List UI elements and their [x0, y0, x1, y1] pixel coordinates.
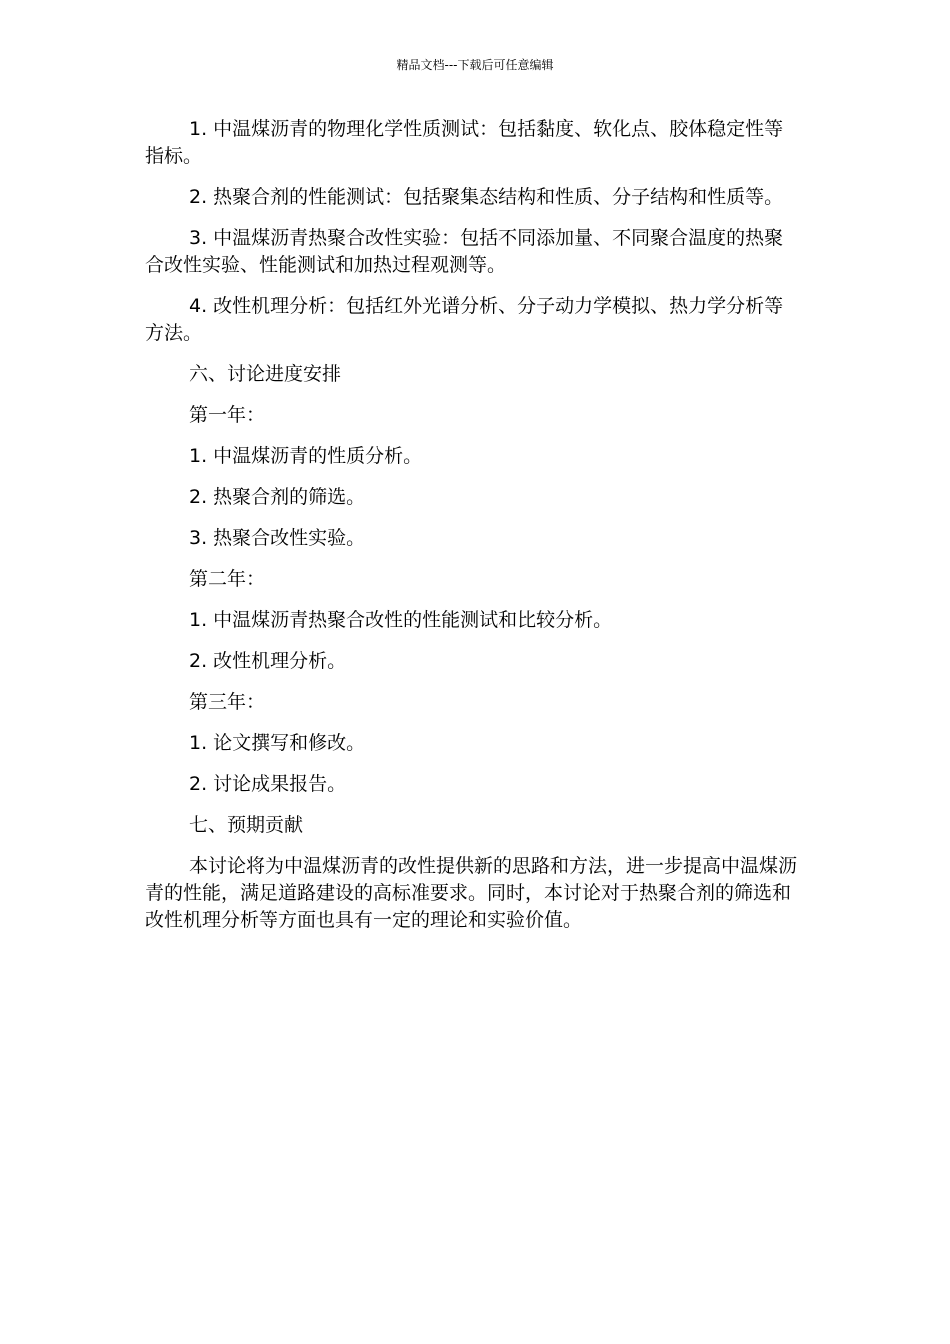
section-heading-schedule: 六、讨论进度安排 [189, 363, 342, 385]
year-three-item-2: 2. 讨论成果报告。 [189, 773, 347, 795]
section-heading-contribution: 七、预期贡献 [189, 814, 304, 836]
year-two-heading: 第二年： [189, 568, 266, 590]
year-two-item-1: 1. 中温煤沥青热聚合改性的性能测试和比较分析。 [189, 609, 613, 631]
year-three-item-1: 1. 论文撰写和修改。 [189, 732, 366, 754]
year-one-item-1: 1. 中温煤沥青的性质分析。 [189, 445, 423, 467]
year-one-item-2: 2. 热聚合剂的筛选。 [189, 486, 366, 508]
year-one-item-3: 3. 热聚合改性实验。 [189, 527, 366, 549]
paragraph-mechanism-analysis: 4. 改性机理分析：包括红外光谱分析、分子动力学模拟、热力学分析等方法。 [145, 295, 784, 344]
paragraph-modification-experiment: 3. 中温煤沥青热聚合改性实验：包括不同添加量、不同聚合温度的热聚合改性实验、性能测试和加热过程观测等。 [145, 227, 784, 276]
page-header: 精品文档---下载后可任意编辑 [396, 58, 554, 72]
paragraph-test-polymerizer: 2. 热聚合剂的性能测试：包括聚集态结构和性质、分子结构和性质等。 [189, 186, 784, 208]
year-three-heading: 第三年： [189, 691, 266, 713]
paragraph-test-physical-chemical: 1. 中温煤沥青的物理化学性质测试：包括黏度、软化点、胶体稳定性等指标。 [145, 118, 784, 167]
year-two-item-2: 2. 改性机理分析。 [189, 650, 347, 672]
document-body [145, 116, 797, 948]
year-one-heading: 第一年： [189, 404, 266, 426]
paragraph-contribution: 本讨论将为中温煤沥青的改性提供新的思路和方法，进一步提高中温煤沥青的性能，满足道路建设的高标准要求。同时，本讨论对于热聚合剂的筛选和改性机理分析等方面也具有一定的理论和实验价值。 [145, 855, 798, 931]
